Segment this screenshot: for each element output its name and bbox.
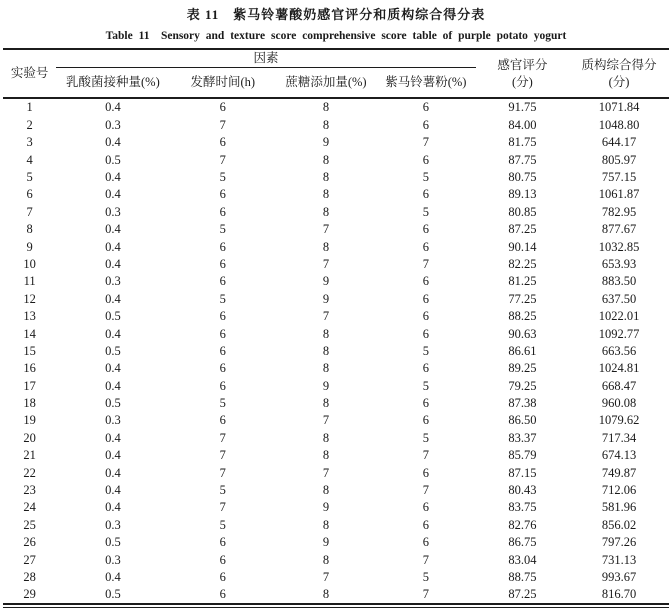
table-cell: 7	[422, 256, 429, 271]
table-cell: 581.96	[601, 500, 637, 515]
table-cell: 6	[422, 396, 429, 411]
table-cell: 17	[23, 378, 36, 393]
table-cell: 712.06	[601, 483, 637, 498]
table-cell: 6	[219, 378, 226, 393]
table-cell: 81.75	[508, 135, 537, 150]
table-cell: 797.26	[601, 535, 637, 550]
table-cell: 0.4	[105, 256, 121, 271]
header-sensory-score-line1: 感官评分	[497, 58, 548, 73]
table-cell: 8	[322, 117, 330, 132]
table-row	[3, 586, 669, 604]
table-cell: 7	[322, 222, 330, 237]
table-cell: 6	[219, 135, 226, 150]
table-cell: 7	[219, 448, 226, 463]
table-cell: 6	[422, 239, 429, 254]
table-cell: 993.67	[601, 569, 637, 584]
table-cell: 6	[422, 465, 429, 480]
table-cell: 77.25	[508, 291, 537, 306]
table-cell: 1024.81	[598, 361, 640, 376]
table-row	[3, 98, 669, 116]
results-table	[3, 48, 669, 605]
table-cell: 7	[219, 152, 226, 167]
table-cell: 0.4	[105, 448, 121, 463]
table-row	[3, 325, 669, 342]
table-cell: 0.5	[105, 396, 121, 411]
table-cell: 5	[219, 396, 226, 411]
table-row	[3, 429, 669, 446]
table-row	[3, 447, 669, 464]
header-texture-score-line1: 质构综合得分	[581, 58, 657, 73]
table-cell: 15	[23, 343, 36, 358]
table-row	[3, 377, 669, 394]
table-cell: 5	[219, 483, 226, 498]
table-cell: 0.5	[56, 586, 169, 604]
table-cell: 6	[422, 326, 429, 341]
table-cell: 1079.62	[598, 413, 640, 428]
table-cell: 1022.01	[598, 309, 640, 324]
table-cell: 80.85	[508, 204, 537, 219]
table-cell: 6	[422, 500, 429, 515]
table-cell: 653.93	[601, 256, 637, 271]
table-row	[3, 569, 669, 586]
table-cell: 0.3	[105, 117, 121, 132]
table-cell: 0.4	[105, 291, 121, 306]
table-cell: 8	[322, 396, 330, 411]
table-row	[3, 395, 669, 412]
table-cell: 6	[219, 535, 226, 550]
header-factor-inoculation: 乳酸菌接种量(%)	[66, 75, 160, 90]
table-row	[3, 551, 669, 568]
table-body	[3, 98, 669, 604]
header-sensory-score	[476, 49, 569, 98]
table-cell: 8	[322, 326, 330, 341]
table-cell: 0.4	[105, 239, 121, 254]
header-sensory-score-line2: (分)	[512, 74, 533, 89]
table-cell: 6	[376, 98, 476, 116]
table-row	[3, 308, 669, 325]
table-row	[3, 203, 669, 220]
table-cell: 80.43	[508, 483, 537, 498]
table-cell: 8	[322, 239, 330, 254]
table-cell: 9	[322, 135, 330, 150]
header-texture-score-line2: (分)	[608, 74, 630, 89]
table-row	[3, 186, 669, 203]
table-cell: 8	[322, 361, 330, 376]
table-cell: 89.25	[508, 361, 537, 376]
table-cell: 6	[219, 361, 226, 376]
table-row	[3, 412, 669, 429]
table-cell: 5	[422, 430, 429, 445]
header-row-top	[3, 49, 669, 68]
table-cell: 9	[26, 239, 33, 254]
table-cell: 87.25	[508, 222, 537, 237]
table-cell: 731.13	[601, 552, 637, 567]
table-cell: 668.47	[601, 378, 637, 393]
header-factors-group: 因素	[56, 49, 476, 68]
table-cell: 1048.80	[598, 117, 640, 132]
table-cell: 6	[422, 187, 429, 202]
table-cell: 0.3	[105, 517, 121, 532]
table-cell: 87.25	[476, 586, 569, 604]
table-cell: 0.5	[105, 343, 121, 358]
table-cell: 6	[219, 256, 226, 271]
table-cell: 8	[322, 430, 330, 445]
table-cell: 0.3	[105, 552, 121, 567]
table-row	[3, 169, 669, 186]
table-cell: 21	[23, 448, 36, 463]
table-cell: 16	[23, 361, 36, 376]
table-cell: 14	[23, 326, 36, 341]
table-cell: 3	[26, 135, 33, 150]
table-cell: 7	[322, 413, 330, 428]
table-cell: 816.70	[569, 586, 669, 604]
table-cell: 0.4	[56, 98, 169, 116]
table-cell: 27	[23, 552, 36, 567]
table-cell: 6	[422, 117, 429, 132]
table-cell: 7	[322, 309, 330, 324]
table-cell: 82.76	[508, 517, 537, 532]
table-cell: 877.67	[601, 222, 637, 237]
table-cell: 90.63	[508, 326, 537, 341]
table-cell: 7	[219, 500, 226, 515]
table-cell: 7	[219, 430, 226, 445]
table-cell: 1061.87	[598, 187, 640, 202]
table-cell: 7	[322, 465, 330, 480]
table-cell: 6	[422, 222, 429, 237]
table-cell: 83.04	[508, 552, 537, 567]
table-cell: 18	[23, 396, 36, 411]
table-cell: 960.08	[601, 396, 637, 411]
table-row	[3, 256, 669, 273]
table-cell: 7	[219, 117, 226, 132]
table-cell: 86.50	[508, 413, 537, 428]
table-cell: 6	[169, 98, 276, 116]
table-cell: 6	[219, 413, 226, 428]
table-row	[3, 342, 669, 359]
table-cell: 6	[422, 361, 429, 376]
table-cell: 6	[219, 343, 226, 358]
table-cell: 6	[422, 309, 429, 324]
table-cell: 87.75	[508, 152, 537, 167]
table-row	[3, 360, 669, 377]
table-cell: 0.4	[105, 483, 121, 498]
table-cell: 6	[219, 309, 226, 324]
table-cell: 83.37	[508, 430, 537, 445]
table-title-chinese: 表 11 紫马铃薯酸奶感官评分和质构综合得分表	[186, 7, 486, 22]
table-cell: 7	[219, 465, 226, 480]
table-cell: 22	[23, 465, 36, 480]
table-cell: 79.25	[508, 378, 537, 393]
table-cell: 7	[322, 569, 330, 584]
table-cell: 0.4	[105, 170, 121, 184]
table-cell: 9	[322, 378, 330, 393]
table-cell: 6	[422, 413, 429, 428]
table-cell: 80.75	[508, 170, 537, 184]
table-cell: 86.61	[508, 343, 537, 358]
table-cell: 28	[23, 569, 36, 584]
table-row	[3, 238, 669, 255]
table-cell: 0.5	[105, 152, 121, 167]
table-cell: 6	[219, 274, 226, 289]
table-cell: 8	[322, 552, 330, 567]
table-cell: 637.50	[601, 291, 637, 306]
table-cell: 757.15	[601, 170, 637, 184]
table-cell: 8	[26, 222, 33, 237]
table-cell: 6	[219, 187, 226, 202]
table-cell: 6	[219, 204, 226, 219]
table-cell: 9	[322, 274, 330, 289]
table-cell: 6	[422, 517, 429, 532]
table-cell: 8	[322, 343, 330, 358]
table-cell: 8	[322, 204, 330, 219]
table-cell: 5	[219, 222, 226, 237]
table-cell: 663.56	[601, 343, 637, 358]
table-cell: 0.3	[105, 204, 121, 219]
table-cell: 2	[26, 117, 33, 132]
table-cell: 0.4	[105, 222, 121, 237]
table-cell: 6	[422, 291, 429, 306]
table-cell: 0.3	[105, 274, 121, 289]
table-cell: 5	[219, 170, 226, 184]
table-cell: 674.13	[601, 448, 637, 463]
table-cell: 8	[276, 586, 376, 604]
header-factor-potato-powder: 紫马铃薯粉(%)	[385, 75, 467, 90]
table-cell: 5	[26, 170, 33, 184]
table-cell: 6	[26, 187, 33, 202]
table-cell: 8	[322, 448, 330, 463]
table-cell: 805.97	[601, 152, 637, 167]
table-cell: 6	[219, 552, 226, 567]
table-cell: 6	[219, 326, 226, 341]
table-cell: 0.4	[105, 135, 121, 150]
table-row	[3, 534, 669, 551]
table-cell: 4	[26, 152, 33, 167]
table-cell: 5	[219, 291, 226, 306]
table-cell: 0.5	[105, 535, 121, 550]
table-cell: 90.14	[508, 239, 537, 254]
table-cell: 25	[23, 517, 36, 532]
table-cell: 20	[23, 430, 36, 445]
header-factor-sucrose: 蔗糖添加量(%)	[285, 75, 367, 90]
header-experiment-no: 实验号	[10, 66, 49, 81]
table-cell: 717.34	[601, 430, 637, 445]
table-cell: 8	[322, 170, 330, 184]
table-title-english: Table 11 Sensory and texture score comprehensive score table of purple potato yogurt	[105, 30, 567, 42]
table-cell: 5	[422, 170, 429, 184]
table-cell: 19	[23, 413, 36, 428]
table-cell: 5	[422, 378, 429, 393]
table-cell: 5	[219, 517, 226, 532]
table-cell: 7	[422, 483, 429, 498]
table-row	[3, 151, 669, 168]
table-row	[3, 221, 669, 238]
header-texture-score	[569, 49, 669, 98]
table-row	[3, 134, 669, 151]
table-cell: 12	[23, 291, 36, 306]
table-cell: 856.02	[601, 517, 637, 532]
table-row	[3, 116, 669, 133]
table-cell: 0.4	[105, 326, 121, 341]
table-cell: 6	[219, 569, 226, 584]
table-cell: 883.50	[601, 274, 637, 289]
table-cell: 5	[422, 343, 429, 358]
table-cell: 1071.84	[569, 98, 669, 116]
table-cell: 1	[3, 98, 56, 116]
table-cell: 81.25	[508, 274, 537, 289]
table-cell: 0.4	[105, 465, 121, 480]
table-cell: 9	[322, 500, 330, 515]
table-cell: 749.87	[601, 465, 637, 480]
table-cell: 7	[422, 552, 429, 567]
table-cell: 8	[322, 517, 330, 532]
table-cell: 11	[23, 274, 36, 289]
table-cell: 29	[3, 586, 56, 604]
header-factor-fermentation-time: 发酵时间(h)	[190, 75, 256, 90]
table-cell: 84.00	[508, 117, 537, 132]
table-cell: 5	[422, 569, 429, 584]
table-cell: 82.25	[508, 256, 537, 271]
table-cell: 7	[422, 135, 429, 150]
table-cell: 0.4	[105, 187, 121, 202]
table-row	[3, 464, 669, 481]
table-cell: 13	[23, 309, 36, 324]
table-cell: 7	[26, 204, 33, 219]
table-cell: 0.5	[105, 309, 121, 324]
table-cell: 8	[322, 483, 330, 498]
table-cell: 9	[322, 291, 330, 306]
table-cell: 24	[23, 500, 36, 515]
table-cell: 10	[23, 256, 36, 271]
table-cell: 7	[422, 448, 429, 463]
table-cell: 88.25	[508, 309, 537, 324]
table-cell: 88.75	[508, 569, 537, 584]
table-row	[3, 516, 669, 533]
table-cell: 1032.85	[598, 239, 640, 254]
table-cell: 5	[422, 204, 429, 219]
table-cell: 7	[322, 256, 330, 271]
table-cell: 91.75	[476, 98, 569, 116]
table-cell: 6	[219, 239, 226, 254]
table-cell: 6	[422, 152, 429, 167]
table-row	[3, 482, 669, 499]
table-cell: 85.79	[508, 448, 537, 463]
table-cell: 8	[322, 152, 330, 167]
table-cell: 87.15	[508, 465, 537, 480]
table-cell: 8	[322, 187, 330, 202]
table-cell: 6	[169, 586, 276, 604]
table-cell: 83.75	[508, 500, 537, 515]
table-cell: 644.17	[601, 135, 637, 150]
table-cell: 6	[422, 535, 429, 550]
table-cell: 89.13	[508, 187, 537, 202]
table-cell: 1092.77	[598, 326, 640, 341]
table-cell: 0.4	[105, 500, 121, 515]
table-cell: 26	[23, 535, 36, 550]
table-cell: 8	[276, 98, 376, 116]
table-cell: 87.38	[508, 396, 537, 411]
table-cell: 0.3	[105, 413, 121, 428]
table-cell: 7	[376, 586, 476, 604]
table-cell: 782.95	[601, 204, 637, 219]
table-row	[3, 499, 669, 516]
table-row	[3, 290, 669, 307]
table-cell: 9	[322, 535, 330, 550]
table-cell: 6	[422, 274, 429, 289]
table-cell: 23	[23, 483, 36, 498]
table-cell: 0.4	[105, 361, 121, 376]
table-cell: 86.75	[508, 535, 537, 550]
table-row	[3, 273, 669, 290]
table-cell: 0.4	[105, 430, 121, 445]
table-cell: 0.4	[105, 569, 121, 584]
table-cell: 0.4	[105, 378, 121, 393]
